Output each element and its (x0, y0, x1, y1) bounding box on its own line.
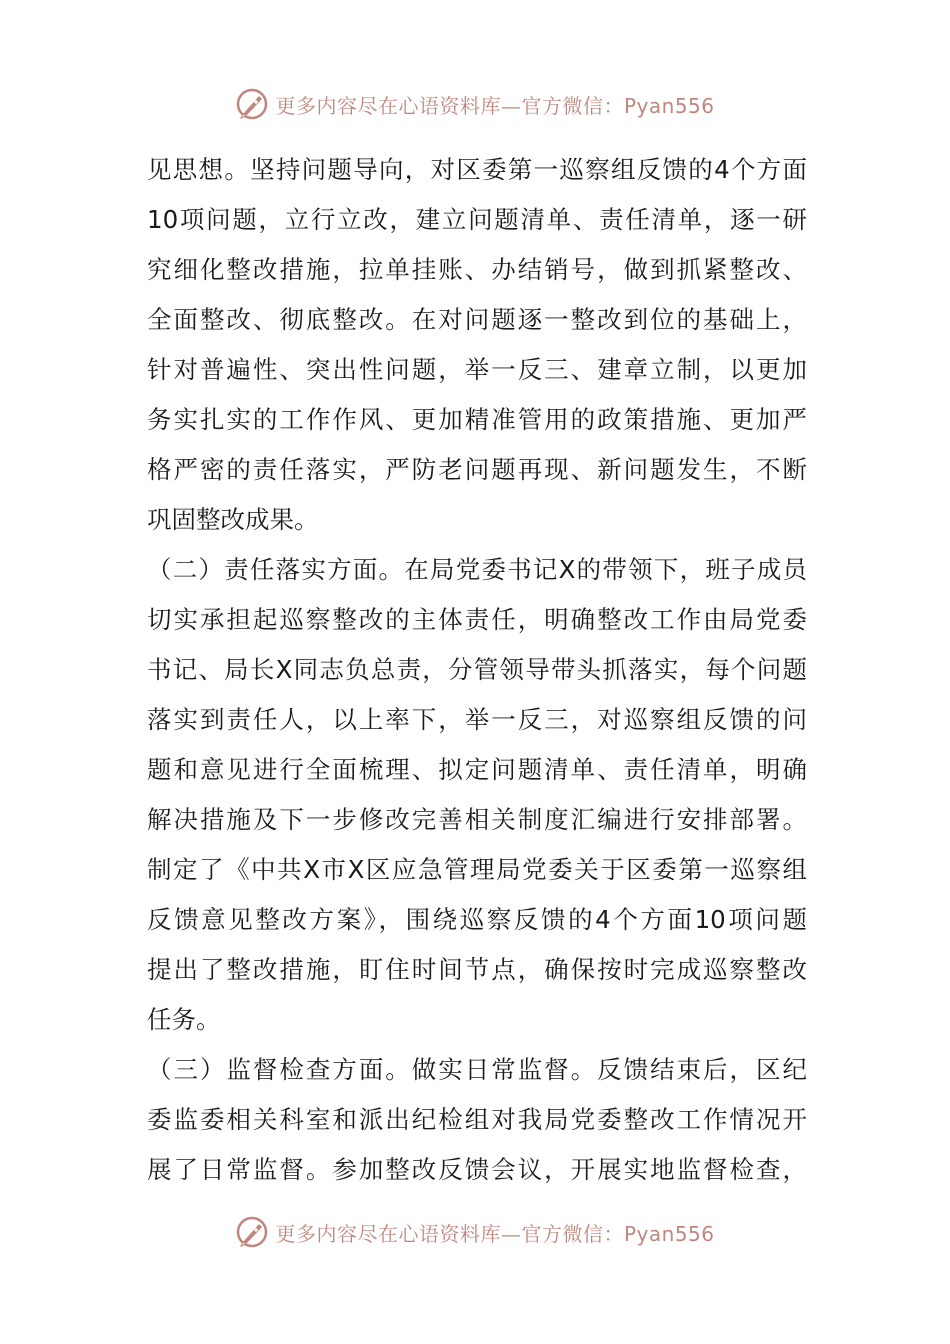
pen-logo-icon (235, 1215, 269, 1249)
footer-watermark-text: 更多内容尽在心语资料库—官方微信：Pyan556 (275, 1221, 715, 1246)
body-line: 10项问题，立行立改，建立问题清单、责任清单，逐一研 (147, 205, 807, 234)
document-body (147, 145, 807, 1195)
body-line: 反馈意见整改方案》，围绕巡察反馈的4个方面10项问题 (147, 905, 807, 934)
body-line: 巩固整改成果。 (147, 505, 319, 534)
body-line: 委监委相关科室和派出纪检组对我局党委整改工作情况开 (147, 1105, 807, 1134)
body-line: 题和意见进行全面梳理、拟定问题清单、责任清单，明确 (147, 755, 807, 784)
body-line: 提出了整改措施，盯住时间节点，确保按时完成巡察整改 (147, 955, 807, 984)
header-watermark (0, 84, 950, 124)
footer-watermark (0, 1212, 950, 1252)
body-line: 制定了《中共X市X区应急管理局党委关于区委第一巡察组 (147, 855, 807, 884)
body-line: 格严密的责任落实，严防老问题再现、新问题发生，不断 (147, 455, 807, 484)
body-line: 展了日常监督。参加整改反馈会议，开展实地监督检查， (147, 1155, 807, 1184)
body-line: 针对普遍性、突出性问题，举一反三、建章立制，以更加 (147, 355, 807, 384)
pen-logo-icon (235, 87, 269, 121)
body-line: 落实到责任人，以上率下，举一反三，对巡察组反馈的问 (147, 705, 807, 734)
section-heading-line: （三）监督检查方面。做实日常监督。反馈结束后，区纪 (147, 1055, 807, 1084)
body-line: 书记、局长X同志负总责，分管领导带头抓落实，每个问题 (147, 655, 807, 684)
body-line: 务实扎实的工作作风、更加精准管用的政策措施、更加严 (147, 405, 807, 434)
body-line: 究细化整改措施，拉单挂账、办结销号，做到抓紧整改、 (147, 255, 807, 284)
body-line: 全面整改、彻底整改。在对问题逐一整改到位的基础上， (147, 305, 807, 334)
section-heading-line: （二）责任落实方面。在局党委书记X的带领下，班子成员 (147, 555, 807, 584)
body-line: 任务。 (147, 1005, 221, 1034)
header-watermark-text: 更多内容尽在心语资料库—官方微信：Pyan556 (275, 93, 715, 118)
body-line: 解决措施及下一步修改完善相关制度汇编进行安排部署。 (147, 805, 807, 834)
body-line: 见思想。坚持问题导向，对区委第一巡察组反馈的4个方面 (147, 155, 807, 184)
body-line: 切实承担起巡察整改的主体责任，明确整改工作由局党委 (147, 605, 807, 634)
